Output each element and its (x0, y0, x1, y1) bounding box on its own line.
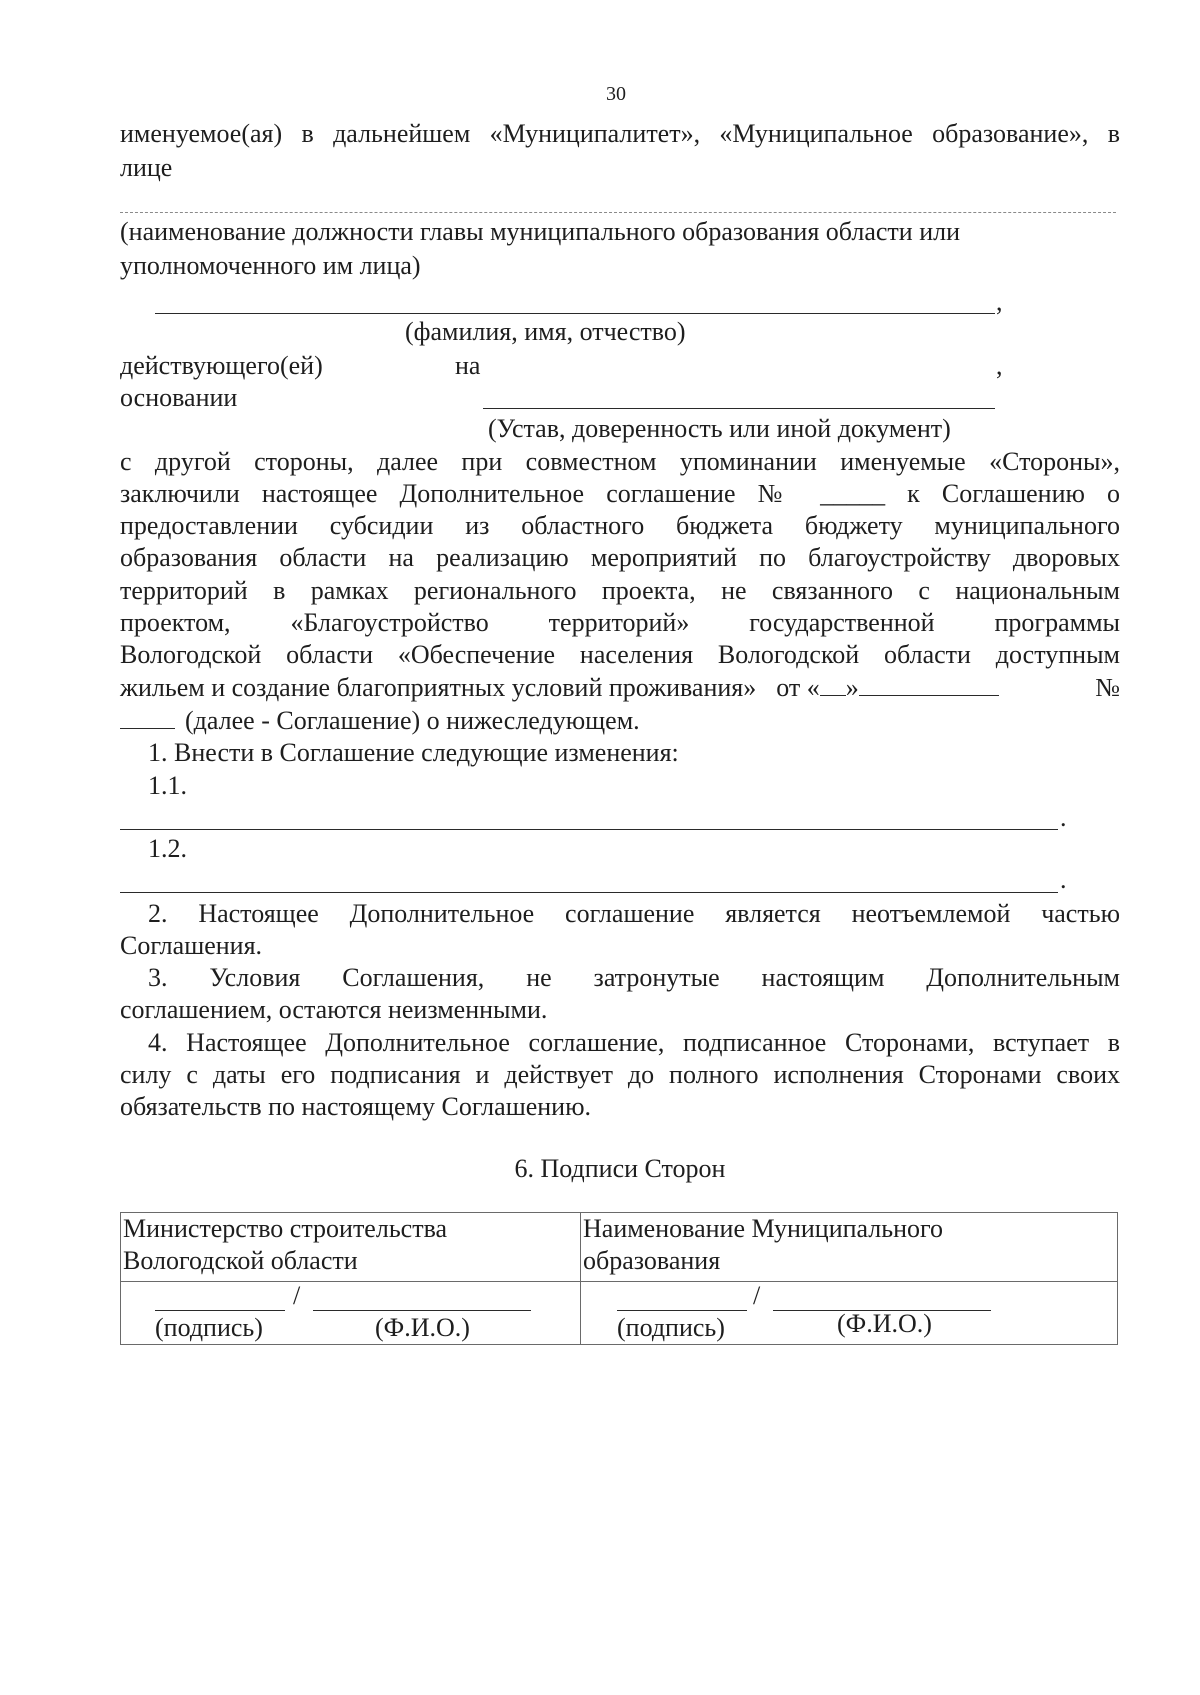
intro-line-1: именуемое(ая) в дальнейшем «Муниципалитет», «Муниципальное образование», в (120, 119, 1120, 148)
basis-blank-line (483, 408, 995, 409)
right-party-line-2: образования (583, 1246, 721, 1275)
item-1-1-blank-line (120, 829, 1058, 830)
number-sign: № (1095, 673, 1120, 702)
left-sign-caption: (подпись) (155, 1313, 263, 1342)
full-name-comma: , (996, 287, 1003, 316)
left-signature-line (155, 1310, 285, 1311)
left-fio-line (313, 1310, 531, 1311)
item-1-2-label: 1.2. (148, 834, 187, 863)
left-fio-caption: (Ф.И.О.) (375, 1313, 470, 1342)
date-month-blank (859, 671, 999, 696)
full-name-caption: (фамилия, имя, отчество) (405, 317, 686, 346)
body-line-8-text: жильем и создание благоприятных условий проживания» (120, 673, 757, 702)
left-party-line-2: Вологодской области (123, 1246, 358, 1275)
body-line-5: территорий в рамках регионального проекта, не связанного с национальным (120, 576, 1120, 605)
item-4-line-2: силу с даты его подписания и действует до полного исполнения Сторонами своих (120, 1060, 1120, 1089)
right-slash: / (753, 1281, 761, 1310)
item-4-line-1: 4. Настоящее Дополнительное соглашение, подписанное Сторонами, вступает в (148, 1028, 1120, 1057)
acting-on-label: на (455, 351, 481, 380)
item-2-line-1: 2. Настоящее Дополнительное соглашение является неотъемлемой частью (148, 899, 1120, 928)
body-line-9 (120, 704, 640, 737)
item-1-2-period: . (1060, 865, 1067, 894)
acting-comma: , (996, 351, 1003, 380)
item-4-line-3: обязательств по настоящему Соглашению. (120, 1092, 592, 1121)
basis-caption: (Устав, доверенность или иной документ) (488, 414, 951, 443)
body-line-2: заключили настоящее Дополнительное соглашение № _____ к Соглашению о (120, 479, 1120, 508)
agreement-number-blank (120, 704, 175, 729)
body-line-6: проектом, «Благоустройство территорий» государственной программы (120, 608, 1120, 637)
left-sign-cell (121, 1282, 581, 1345)
body-line-7: Вологодской области «Обеспечение населения Вологодской области доступным (120, 640, 1120, 669)
acting-label: действующего(ей) (120, 351, 323, 380)
body-line-3: предоставлении субсидии из областного бюджета бюджету муниципального (120, 511, 1120, 540)
signatures-header-row (121, 1213, 1118, 1282)
signatures-table (120, 1212, 1118, 1345)
full-name-blank-line (155, 313, 995, 314)
right-sign-caption: (подпись) (617, 1313, 725, 1342)
right-fio-caption: (Ф.И.О.) (837, 1309, 932, 1338)
head-caption-line-1: (наименование должности главы муниципального образования области или (120, 217, 960, 246)
right-party-line-1: Наименование Муниципального (583, 1214, 944, 1243)
body-line-8 (120, 671, 1120, 704)
item-1-2-blank-line (120, 892, 1058, 893)
item-1-1-label: 1.1. (148, 771, 187, 800)
body-line-9-text: (далее - Соглашение) о нижеследующем. (185, 706, 640, 735)
right-signature-line (617, 1310, 747, 1311)
item-1-1-period: . (1060, 803, 1067, 832)
signatures-sign-row (121, 1282, 1118, 1345)
item-3-line-1: 3. Условия Соглашения, не затронутые настоящим Дополнительным (148, 963, 1120, 992)
left-slash: / (293, 1281, 301, 1310)
item-1: 1. Внести в Соглашение следующие изменения: (148, 738, 679, 767)
date-close-quote: » (845, 673, 859, 702)
intro-line-2: лице (120, 153, 173, 182)
head-caption-line-2: уполномоченного им лица) (120, 251, 421, 280)
left-party-line-1: Министерство строительства (123, 1214, 448, 1243)
body-line-1: с другой стороны, далее при совместном упоминании именуемые «Стороны», (120, 447, 1120, 476)
right-party-cell (581, 1213, 1118, 1282)
head-name-blank-line (120, 212, 1116, 213)
left-party-cell (121, 1213, 581, 1282)
page-number: 30 (606, 83, 626, 105)
date-open: от « (776, 673, 820, 702)
item-2-line-2: Соглашения. (120, 931, 263, 960)
body-line-4: образования области на реализацию мероприятий по благоустройству дворовых (120, 543, 1120, 572)
section-title: 6. Подписи Сторон (514, 1154, 726, 1183)
item-3-line-2: соглашением, остаются неизменными. (120, 995, 548, 1024)
right-sign-cell (581, 1282, 1118, 1345)
date-day-blank (820, 671, 846, 696)
basis-label: основании (120, 383, 238, 412)
